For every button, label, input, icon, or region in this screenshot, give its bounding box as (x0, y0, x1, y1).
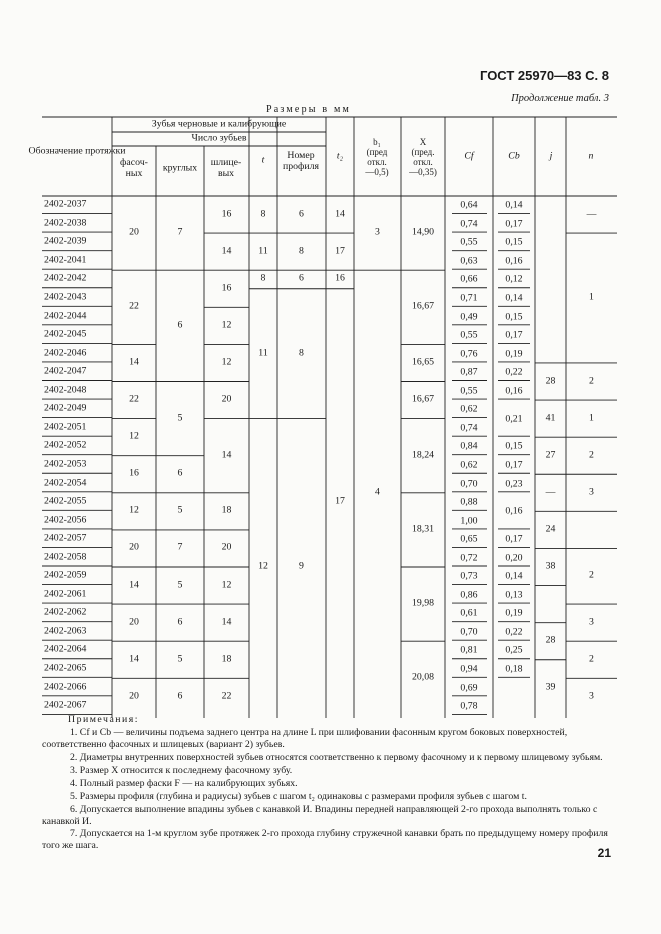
sh-cell: 18 (221, 504, 232, 516)
sh-cell: 14 (221, 245, 232, 257)
x-cell: 16,65 (411, 356, 435, 368)
cb-cell: 0,15 (505, 236, 523, 248)
notes-block (42, 714, 622, 853)
designation-cell: 2402-2044 (44, 310, 87, 322)
cb-cell: 0,14 (505, 199, 523, 211)
sh-cell: 14 (221, 449, 232, 461)
designation-cell: 2402-2039 (44, 235, 87, 247)
sh-cell: 18 (221, 653, 232, 665)
header-teeth-group: Зубья черновые и калибрующие (151, 118, 287, 130)
j-cell: 38 (545, 560, 556, 572)
header-spline: шлице- вых (210, 157, 242, 179)
sh-cell: 20 (221, 541, 232, 553)
cb-cell: 0,15 (505, 440, 523, 452)
t2-cell: 17 (335, 245, 345, 257)
cf-cell: 0,64 (460, 199, 478, 211)
designation-cell: 2402-2067 (44, 699, 87, 711)
header-teeth-count: Число зубьев (191, 132, 247, 144)
sh-cell: 22 (221, 690, 232, 702)
sh-cell: 20 (221, 393, 232, 405)
header-cf: Cf (464, 150, 474, 162)
header-x: X (пред. откл. —0,35) (409, 136, 437, 178)
header-round: круглых (162, 162, 198, 174)
kr-cell: 6 (177, 467, 183, 479)
note-6: 6. Допускается выполнение впадины зубьев с канавкой И. Впадины передней направляющей 2-го прохода выполнять только с канавкой И. (42, 803, 598, 827)
cf-cell: 0,71 (460, 292, 478, 304)
header-j: j (549, 150, 553, 162)
cb-cell: 0,17 (505, 329, 523, 341)
t-cell: 12 (258, 560, 268, 572)
cf-cell: 0,94 (460, 663, 478, 675)
cf-cell: 0,69 (460, 682, 478, 694)
cf-cell: 0,88 (460, 496, 478, 508)
designation-cell: 2402-2047 (44, 365, 87, 377)
cb-cell: 0,15 (505, 311, 523, 323)
designation-cell: 2402-2057 (44, 532, 87, 544)
designation-cell: 2402-2037 (44, 198, 87, 210)
cf-cell: 0,72 (460, 552, 478, 564)
header-profile: Номер профиля (282, 150, 320, 172)
prof-cell: 8 (299, 347, 304, 359)
n-cell: 2 (589, 569, 594, 581)
designation-cell: 2402-2041 (44, 254, 87, 266)
cf-cell: 1,00 (460, 515, 478, 527)
t2-cell: 17 (335, 495, 345, 507)
n-cell: 3 (589, 690, 594, 702)
designation-cell: 2402-2043 (44, 291, 87, 303)
note-1: 1. Cf и Cb — величины подъема заднего центра на длине L при шлифовании фасонным кругом боковых поверхностей, соответственно фасочных и шлицевых (вариант 2) зубьев. (42, 726, 568, 750)
kr-cell: 5 (177, 653, 183, 665)
cb-cell: 0,23 (505, 478, 523, 490)
x-cell: 18,24 (411, 449, 435, 461)
cb-cell: 0,22 (505, 366, 523, 378)
continuation-label: Продолжение табл. 3 (511, 93, 609, 104)
cf-cell: 0,62 (460, 403, 478, 415)
cf-cell: 0,86 (460, 589, 478, 601)
notes-title: Примечания: (68, 714, 140, 725)
cf-cell: 0,78 (460, 700, 478, 712)
t-cell: 8 (260, 272, 266, 284)
n-cell: 3 (589, 486, 594, 498)
sh-cell: 12 (221, 319, 232, 331)
cf-cell: 0,55 (460, 329, 478, 341)
cb-cell: 0,14 (505, 570, 523, 582)
cb-cell: 0,22 (505, 626, 523, 638)
cb-cell: 0,20 (505, 552, 523, 564)
t2-cell: 16 (335, 272, 345, 284)
cf-cell: 0,74 (460, 422, 478, 434)
cb-cell: 0,25 (505, 644, 523, 656)
cf-cell: 0,62 (460, 459, 478, 471)
t-cell: 8 (260, 208, 266, 220)
designation-cell: 2402-2062 (44, 606, 87, 618)
note-7: 7. Допускается на 1-м круглом зубе протяжек 2-го прохода глубину стружечной канавки брать по предыдущему номеру профиля того же шага. (42, 828, 608, 852)
n-cell: 2 (589, 449, 594, 461)
n-cell: 1 (589, 291, 594, 303)
designation-cell: 2402-2058 (44, 551, 87, 563)
designation-cell: 2402-2054 (44, 477, 87, 489)
cf-cell: 0,70 (460, 478, 478, 490)
prof-cell: 9 (299, 560, 304, 572)
header-designation: Обозначение протяжки (28, 145, 126, 157)
x-cell: 19,98 (411, 597, 435, 609)
prof-cell: 6 (299, 272, 304, 284)
cf-cell: 0,84 (460, 440, 478, 452)
n-cell: — (586, 208, 597, 220)
x-cell: 16,67 (411, 300, 435, 312)
designation-cell: 2402-2066 (44, 681, 87, 693)
cb-cell: 0,17 (505, 459, 523, 471)
fas-cell: 20 (129, 690, 139, 702)
cf-cell: 0,73 (460, 570, 478, 582)
fas-cell: 12 (129, 504, 139, 516)
j-cell: 24 (545, 523, 556, 535)
designation-cell: 2402-2045 (44, 328, 87, 340)
t-cell: 11 (258, 245, 268, 257)
fas-cell: 14 (129, 653, 139, 665)
cb-cell: 0,16 (505, 255, 523, 267)
x-cell: 20,08 (411, 671, 435, 683)
cf-cell: 0,55 (460, 236, 478, 248)
kr-cell: 7 (177, 541, 183, 553)
designation-cell: 2402-2049 (44, 402, 87, 414)
header-n: n (588, 150, 594, 162)
note-4: 4. Полный размер фаски F — на калибрующих зубьях. (70, 777, 298, 789)
x-cell: 18,31 (411, 523, 435, 535)
cf-cell: 0,81 (460, 644, 478, 656)
cb-cell: 0,12 (505, 273, 523, 285)
cb-cell: 0,19 (505, 348, 523, 360)
x-cell: 16,67 (411, 393, 435, 405)
header-t: t (261, 154, 265, 166)
cf-cell: 0,70 (460, 626, 478, 638)
header-shaped: фасоч- ных (120, 157, 148, 179)
kr-cell: 5 (177, 579, 183, 591)
header-t2: t₂ (336, 150, 344, 162)
cb-cell: 0,17 (505, 218, 523, 230)
j-cell: 39 (545, 681, 556, 693)
designation-cell: 2402-2052 (44, 439, 87, 451)
fas-cell: 20 (129, 541, 139, 553)
note-2: 2. Диаметры внутренних поверхностей зубьев относятся соответственно к первому фасочному и к первому шлицевому зубьям. (70, 751, 603, 763)
designation-cell: 2402-2048 (44, 384, 87, 396)
fas-cell: 22 (129, 300, 139, 312)
designation-cell: 2402-2051 (44, 421, 87, 433)
cf-cell: 0,76 (460, 348, 478, 360)
note-3: 3. Размер X относится к последнему фасочному зубу. (70, 764, 293, 776)
cf-cell: 0,63 (460, 255, 478, 267)
j-cell: 27 (545, 449, 556, 461)
sh-cell: 12 (221, 579, 232, 591)
designation-cell: 2402-2053 (44, 458, 87, 470)
kr-cell: 6 (177, 690, 183, 702)
designation-cell: 2402-2046 (44, 347, 87, 359)
t2-cell: 14 (335, 208, 345, 220)
designation-cell: 2402-2061 (44, 588, 87, 600)
j-cell: 28 (545, 375, 556, 387)
designation-cell: 2402-2065 (44, 662, 87, 674)
cb-cell: 0,14 (505, 292, 523, 304)
note-5: 5. Размеры профиля (глубина и радиусы) зубьев с шагом t₂ одинаковы с размерами профиля зубьев с шагом t. (70, 790, 527, 802)
n-cell: 1 (589, 412, 594, 424)
fas-cell: 12 (129, 430, 139, 442)
cf-cell: 0,61 (460, 607, 478, 619)
designation-cell: 2402-2038 (44, 217, 87, 229)
prof-cell: 6 (299, 208, 304, 220)
kr-cell: 6 (177, 616, 183, 628)
fas-cell: 22 (129, 393, 139, 405)
designation-cell: 2402-2055 (44, 495, 87, 507)
n-cell: 3 (589, 616, 594, 628)
cb-cell: 0,16 (505, 385, 523, 397)
kr-cell: 5 (177, 412, 183, 424)
page-number: 21 (597, 846, 611, 860)
dimensions-caption: Размеры в мм (266, 104, 352, 115)
sh-cell: 16 (221, 282, 232, 294)
designation-cell: 2402-2059 (44, 569, 87, 581)
prof-cell: 8 (299, 245, 304, 257)
sh-cell: 14 (221, 616, 232, 628)
fas-cell: 20 (129, 616, 139, 628)
designation-cell: 2402-2064 (44, 643, 87, 655)
cf-cell: 0,87 (460, 366, 478, 378)
cf-cell: 0,66 (460, 273, 478, 285)
fas-cell: 20 (129, 226, 139, 238)
cb-cell: 0,21 (505, 413, 523, 425)
designation-cell: 2402-2063 (44, 625, 87, 637)
t-cell: 11 (258, 347, 268, 359)
sh-cell: 12 (221, 356, 232, 368)
b1-cell: 3 (375, 226, 380, 238)
b1-cell: 4 (375, 486, 380, 498)
cf-cell: 0,49 (460, 311, 478, 323)
designation-cell: 2402-2042 (44, 272, 87, 284)
kr-cell: 6 (177, 319, 183, 331)
cb-cell: 0,19 (505, 607, 523, 619)
kr-cell: 5 (177, 504, 183, 516)
fas-cell: 14 (129, 356, 139, 368)
sh-cell: 16 (221, 208, 232, 220)
cf-cell: 0,65 (460, 533, 478, 545)
n-cell: 2 (589, 653, 594, 665)
kr-cell: 7 (177, 226, 183, 238)
cb-cell: 0,18 (505, 663, 523, 675)
cf-cell: 0,55 (460, 385, 478, 397)
cf-cell: 0,74 (460, 218, 478, 230)
j-cell: 28 (545, 634, 556, 646)
fas-cell: 16 (129, 467, 139, 479)
header-b1: b₁ (пред откл. —0,5) (365, 136, 389, 178)
cb-cell: 0,13 (505, 589, 523, 601)
x-cell: 14,90 (411, 226, 435, 238)
j-cell: — (545, 486, 556, 498)
standard-header: ГОСТ 25970—83 С. 8 (480, 68, 609, 83)
fas-cell: 14 (129, 579, 139, 591)
n-cell: 2 (589, 375, 594, 387)
cb-cell: 0,17 (505, 533, 523, 545)
j-cell: 41 (545, 412, 556, 424)
cb-cell: 0,16 (505, 505, 523, 517)
header-cb: Cb (508, 150, 520, 162)
designation-cell: 2402-2056 (44, 514, 87, 526)
